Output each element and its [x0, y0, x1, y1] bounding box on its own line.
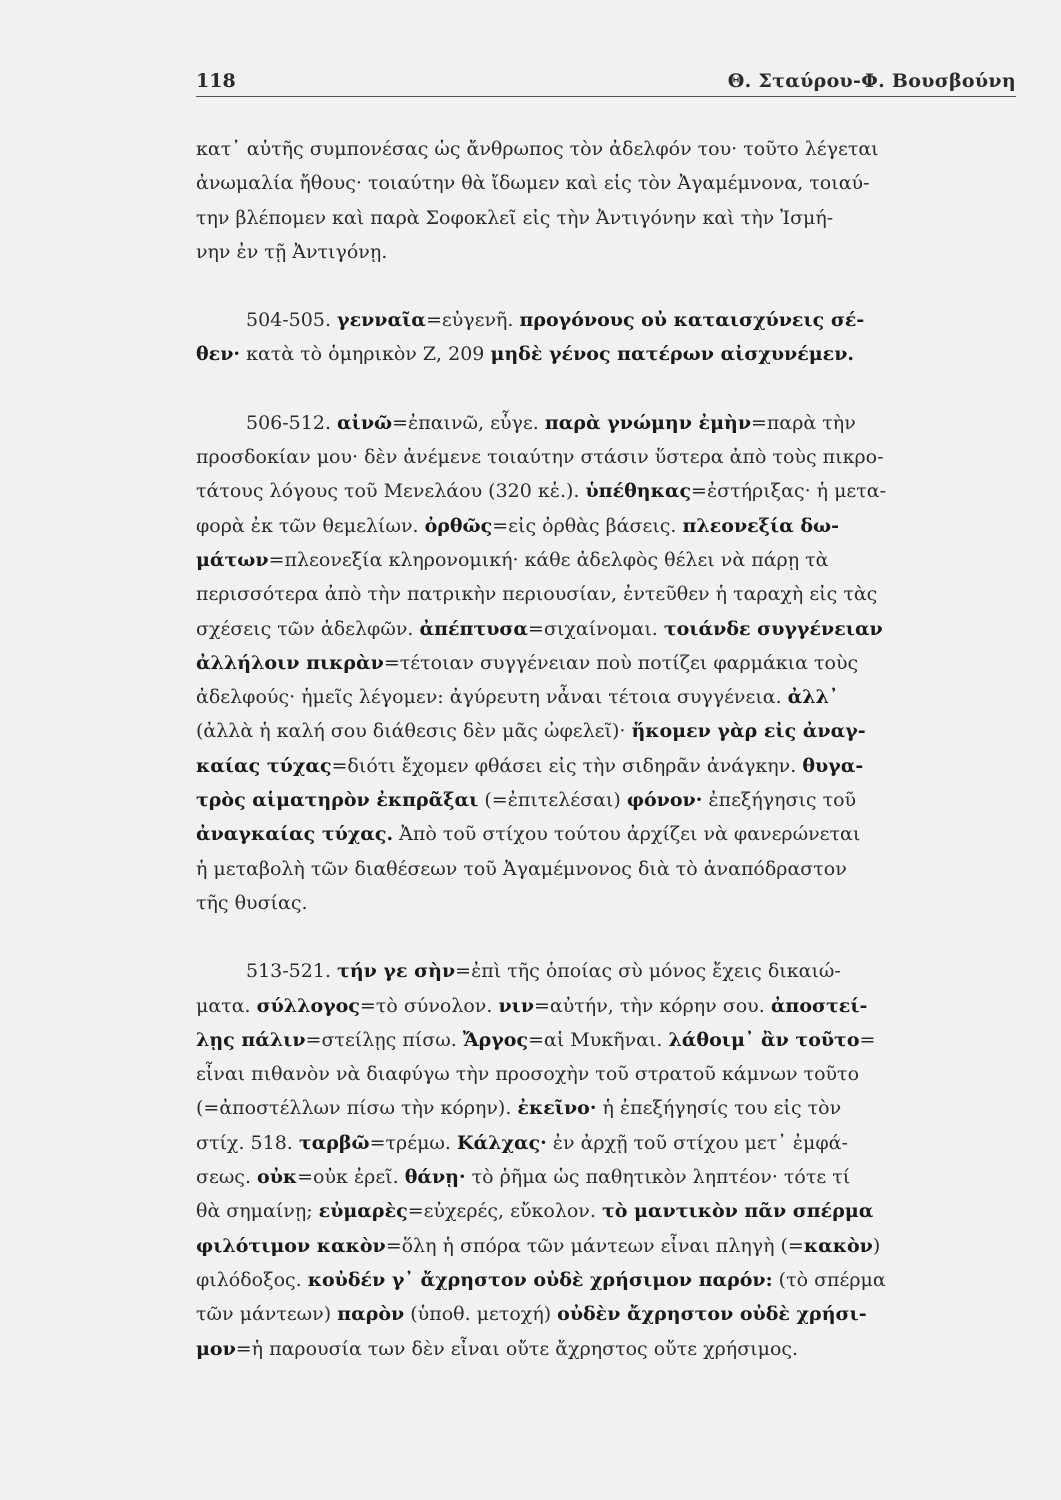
gloss: ἀνωμαλία ἤθους· τοιαύτην θὰ ἴδωμεν καὶ εἰς τὸν Ἀγαμέμνονα, τοιαύ-	[196, 172, 870, 195]
text-line	[196, 1263, 1018, 1297]
lemma: μον	[196, 1337, 236, 1360]
gloss: 504-505.	[246, 309, 338, 332]
gloss: τάτους λόγους τοῦ Μενελάου (320 κἑ.).	[196, 480, 586, 503]
gloss: =εὐγενῆ.	[425, 309, 520, 332]
lemma: κακὸν	[803, 1234, 873, 1257]
gloss: θὰ σημαίνῃ;	[196, 1200, 319, 1223]
lemma: τήν γε σὴν	[337, 960, 456, 983]
text-line	[196, 509, 1018, 543]
gloss: (=ἀποστέλλων πίσω τὴν κόρην).	[196, 1097, 518, 1120]
gloss: Ἀπὸ τοῦ στίχου τούτου ἀρχίζει νὰ φανερώνεται	[393, 823, 861, 846]
gloss: =πλεονεξία κληρονομική· κάθε ἀδελφὸς θέλει νὰ πάρῃ τὰ	[268, 548, 829, 571]
lemma: ταρβῶ	[298, 1131, 370, 1154]
gloss: ἐν ἀρχῇ τοῦ στίχου μετ᾽ ἐμφά-	[546, 1131, 848, 1154]
text-line	[196, 543, 1018, 577]
gloss: κατ᾽ αὐτῆς συμπονέσας ὡς ἄνθρωπος τὸν ἀδελφόν του· τοῦτο λέγεται	[196, 138, 879, 160]
text-line	[196, 852, 1018, 886]
text-line	[196, 1091, 1018, 1125]
gloss: ματα.	[196, 994, 257, 1017]
gloss: 513-521.	[246, 960, 338, 983]
page-number: 118	[196, 70, 236, 92]
text-line	[196, 303, 1018, 337]
gloss: φιλόδοξος.	[196, 1268, 308, 1291]
lemma: ἀπέπτυσα	[419, 617, 529, 640]
gloss: =τέτοιαν συγγένειαν ποὺ ποτίζει φαρμάκια τοὺς	[383, 651, 859, 674]
text-line	[196, 612, 1018, 646]
text-line	[196, 886, 1018, 920]
gloss: κατὰ τὸ ὁμηρικὸν Ζ, 209	[240, 343, 491, 366]
text-line	[196, 954, 1018, 988]
gloss: εἶναι πιθανὸν νὰ διαφύγω τὴν προσοχὴν τοῦ στρατοῦ κάμνων τοῦτο	[196, 1063, 860, 1086]
running-head: Θ. Σταύρου-Φ. Βουσβούνη	[727, 70, 1016, 92]
lemma: ἀλλήλοιν πικρὰν	[196, 651, 384, 674]
gloss: 506-512.	[246, 411, 338, 434]
text-line	[196, 1023, 1018, 1057]
gloss: =ἐπαινῶ, εὖγε.	[392, 411, 545, 434]
gloss: =τρέμω.	[369, 1131, 457, 1154]
gloss: )	[872, 1234, 881, 1257]
paragraph	[196, 132, 1018, 269]
text-line	[196, 1229, 1018, 1263]
gloss: (τὸ σπέρμα	[772, 1268, 886, 1291]
gloss: =εὐχερές, εὔκολον.	[407, 1200, 602, 1223]
text-line	[196, 132, 1018, 166]
gloss: =τὸ σύνολον.	[359, 994, 499, 1017]
gloss: περισσότερα ἀπὸ τὴν πατρικὴν περιουσίαν, ἐντεῦθεν ἡ ταραχὴ εἰς τὰς	[196, 583, 878, 606]
gloss: =παρὰ τὴν	[751, 411, 856, 434]
text-line	[196, 1160, 1018, 1194]
gloss: τῆς θυσίας.	[196, 891, 308, 914]
gloss: (ἀλλὰ ἡ καλή σου διάθεσις δὲν μᾶς ὠφελεῖ)·	[196, 720, 632, 743]
gloss: =εἰς ὀρθὰς βάσεις.	[492, 514, 683, 537]
gloss: =ἐπὶ τῆς ὁποίας σὺ μόνος ἔχεις δικαιώ-	[455, 960, 841, 983]
text-line	[196, 166, 1018, 200]
paragraph	[196, 303, 1018, 372]
gloss: την βλέπομεν καὶ παρὰ Σοφοκλεῖ εἰς τὴν Ἀντιγόνην καὶ τὴν Ἰσμή-	[196, 206, 834, 229]
gloss: σχέσεις τῶν ἀδελφῶν.	[196, 617, 420, 640]
lemma: πλεονεξία δω-	[682, 514, 840, 537]
lemma: θάνῃ·	[404, 1166, 466, 1189]
lemma: θεν·	[196, 343, 241, 366]
page-header	[196, 68, 1016, 97]
lemma: παρὸν	[337, 1303, 405, 1326]
gloss: ἡ ἐπεξήγησίς του εἰς τὸν	[596, 1097, 842, 1120]
lemma: γενναῖα	[337, 309, 426, 332]
text-line	[196, 989, 1018, 1023]
lemma: Ἄργος	[462, 1028, 529, 1051]
lemma: θυγα-	[802, 754, 864, 777]
lemma: παρὰ γνώμην ἐμὴν	[544, 411, 752, 434]
paragraph	[196, 954, 1018, 1366]
text-line	[196, 1057, 1018, 1091]
lemma: λάθοιμ᾽ ἂν τοῦτο	[668, 1028, 860, 1051]
lemma: καίας τύχας	[196, 754, 332, 777]
lemma: μάτων	[196, 548, 269, 571]
lemma: οὐκ	[257, 1166, 298, 1189]
paragraph-gap	[196, 920, 1018, 954]
gloss: νην ἐν τῇ Ἀντιγόνῃ.	[196, 240, 388, 263]
lemma: εὐμαρὲς	[318, 1200, 408, 1223]
gloss: φορὰ ἐκ τῶν θεμελίων.	[196, 514, 425, 537]
gloss: =διότι ἔχομεν φθάσει εἰς τὴν σιδηρᾶν ἀνάγκην.	[331, 754, 803, 777]
gloss: τὸ ῥῆμα ὡς παθητικὸν ληπτέον· τότε τί	[465, 1166, 851, 1189]
text-line	[196, 749, 1018, 783]
lemma: ἀλλ᾽	[787, 686, 839, 709]
gloss: =στείλῃς πίσω.	[305, 1028, 463, 1051]
lemma: ὑπέθηκας	[585, 480, 692, 503]
gloss: =ἡ παρουσία των δὲν εἶναι οὔτε ἄχρηστος οὔτε χρήσιμος.	[235, 1337, 799, 1360]
gloss: =ἐστήριξας· ἡ μετα-	[691, 480, 887, 503]
text-line	[196, 783, 1018, 817]
lemma: αἰνῶ	[337, 411, 393, 434]
text-line	[196, 337, 1018, 371]
gloss: =αὐτήν, τὴν κόρην σου.	[534, 994, 771, 1017]
gloss: στίχ. 518.	[196, 1131, 299, 1154]
text-line	[196, 406, 1018, 440]
lemma: Κάλχας·	[457, 1131, 547, 1154]
text-line	[196, 1194, 1018, 1228]
paragraph	[196, 406, 1018, 920]
commentary-text	[196, 132, 1018, 1366]
text-line	[196, 577, 1018, 611]
gloss: (ὑποθ. μετοχή)	[404, 1303, 558, 1326]
text-line	[196, 440, 1018, 474]
lemma: φιλότιμον κακὸν	[196, 1234, 386, 1257]
lemma: κοὐδέν γ᾽ ἄχρηστον οὐδὲ χρήσιμον παρόν:	[307, 1268, 773, 1291]
lemma: τοιάνδε συγγένειαν	[663, 617, 883, 640]
text-line	[196, 1126, 1018, 1160]
lemma: μηδὲ γένος πατέρων αἰσχυνέμεν.	[490, 343, 855, 366]
lemma: τὸ μαντικὸν πᾶν σπέρμα	[601, 1200, 874, 1223]
lemma: σύλλογος	[256, 994, 360, 1017]
text-line	[196, 1332, 1018, 1366]
text-line	[196, 646, 1018, 680]
gloss: ἐπεξήγησις τοῦ	[702, 789, 857, 812]
text-line	[196, 1297, 1018, 1331]
paragraph-gap	[196, 372, 1018, 406]
text-line	[196, 474, 1018, 508]
paragraph-gap	[196, 269, 1018, 303]
gloss: =	[859, 1028, 876, 1051]
gloss: =οὐκ ἐρεῖ.	[297, 1166, 405, 1189]
lemma: φόνον·	[626, 789, 703, 812]
text-line	[196, 817, 1018, 851]
gloss: τῶν μάντεων)	[196, 1303, 338, 1326]
gloss: =ὅλη ἡ σπόρα τῶν μάντεων εἶναι πληγὴ (=	[385, 1234, 804, 1257]
lemma: προγόνους οὐ καταισχύνεις σέ-	[519, 309, 865, 332]
gloss: ἀδελφούς· ἡμεῖς λέγομεν: ἀγύρευτη νἆναι τέτοια συγγένεια.	[196, 686, 788, 709]
text-line	[196, 235, 1018, 269]
text-line	[196, 680, 1018, 714]
gloss: =αἱ Μυκῆναι.	[528, 1028, 669, 1051]
lemma: νιν	[498, 994, 534, 1017]
text-line	[196, 714, 1018, 748]
lemma: τρὸς αἱματηρὸν ἐκπρᾶξαι	[196, 789, 479, 812]
lemma: οὐδὲν ἄχρηστον οὐδὲ χρήσι-	[557, 1303, 867, 1326]
lemma: ἥκομεν γὰρ εἰς ἀναγ-	[631, 720, 866, 743]
gloss: (=ἐπιτελέσαι)	[478, 789, 627, 812]
lemma: ὀρθῶς	[424, 514, 493, 537]
text-line	[196, 201, 1018, 235]
lemma: ἐκεῖνο·	[517, 1097, 597, 1120]
gloss: =σιχαίνομαι.	[528, 617, 664, 640]
lemma: ἀποστεί-	[770, 994, 868, 1017]
lemma: ἀναγκαίας τύχας.	[196, 823, 394, 846]
lemma: λῃς πάλιν	[196, 1028, 306, 1051]
gloss: σεως.	[196, 1166, 258, 1189]
gloss: ἡ μεταβολὴ τῶν διαθέσεων τοῦ Ἀγαμέμνονος διὰ τὸ ἀναπόδραστον	[196, 857, 847, 880]
gloss: προσδοκίαν μου· δὲν ἀνέμενε τοιαύτην στάσιν ὕστερα ἀπὸ τοὺς πικρο-	[196, 446, 884, 469]
